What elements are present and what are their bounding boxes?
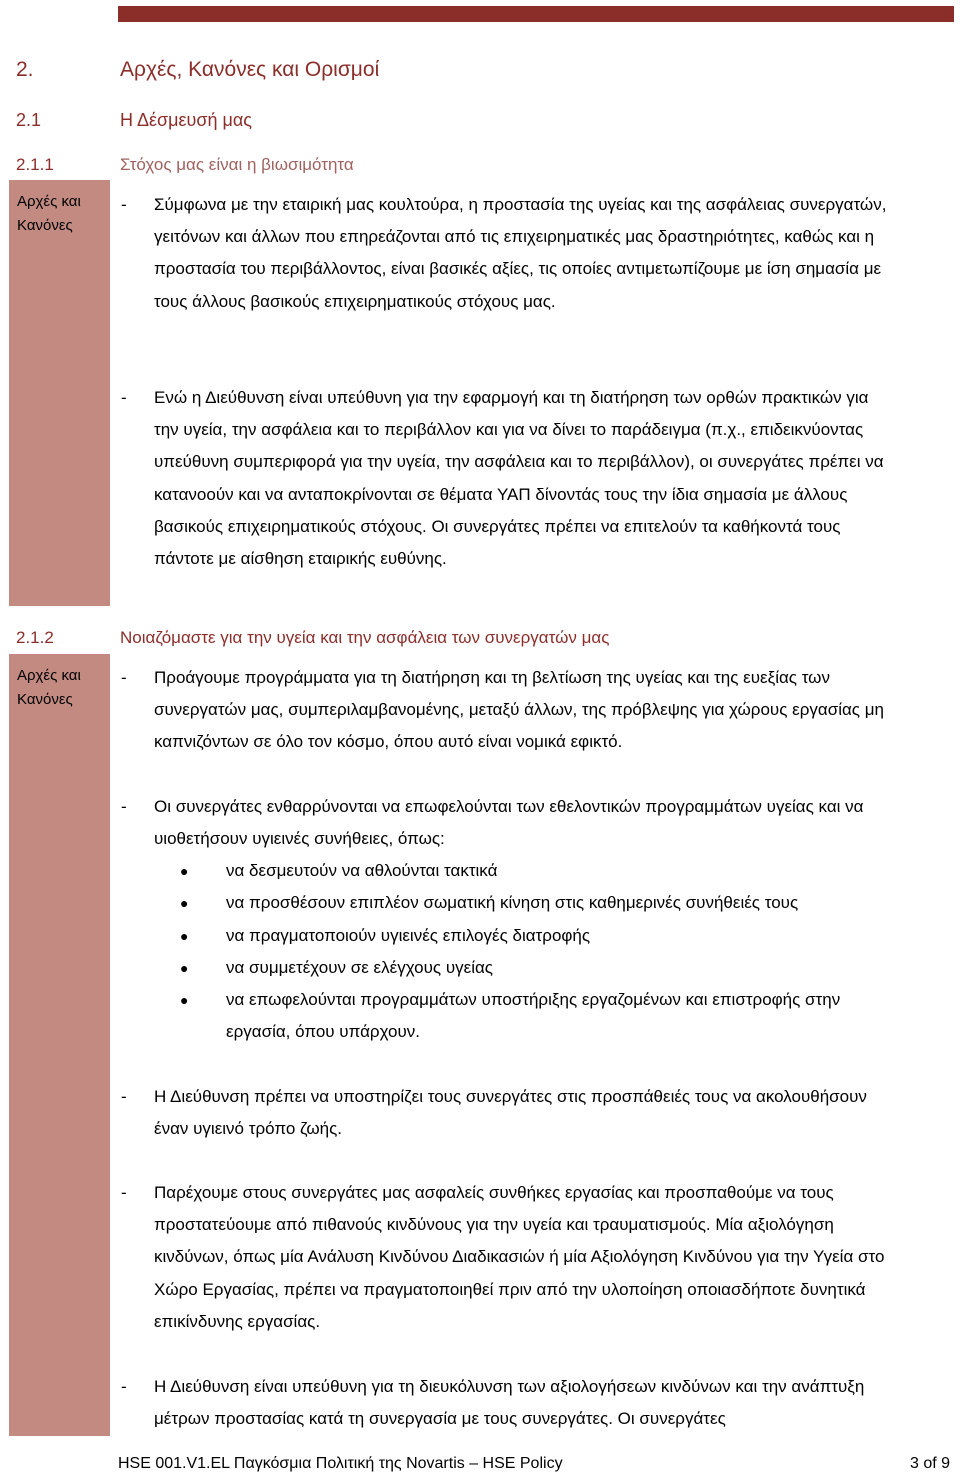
- topic2-item-1: Προάγουμε προγράμματα για τη διατήρηση και τη βελτίωση της υγείας και της ευεξίας των συνεργατών μας, συμπεριλαμβανομένης, μεταξύ άλλων, της πρόβλεψης για χώρους εργασίας μη καπνιζόντων σε όλο τον κόσμο, όπου αυτό είναι νομικά εφικτό.: [154, 668, 884, 752]
- sidebar-label: Αρχές και Κανόνες: [17, 193, 81, 234]
- subsection-number: 2.1: [16, 110, 42, 130]
- bullet-icon: ●: [180, 895, 189, 911]
- bullet-item: να επωφελούνται προγραμμάτων υποστήριξης εργαζομένων και επιστροφής στην εργασία, όπου υπάρχουν.: [226, 990, 841, 1042]
- dash-marker: -: [121, 1087, 127, 1106]
- topic2-number: 2.1.2: [16, 628, 54, 647]
- subsection-heading: [16, 110, 616, 134]
- topic2-title: Νοιαζόμαστε για την υγεία και την ασφάλεια των συνεργατών μας: [120, 628, 610, 647]
- bullet-icon: ●: [180, 863, 189, 879]
- bullet-icon: ●: [180, 928, 189, 944]
- dash-marker: -: [121, 1183, 127, 1202]
- subsection-title: Η Δέσμευσή μας: [120, 110, 252, 130]
- section-heading: [16, 58, 616, 86]
- bullet-item: να συμμετέχουν σε ελέγχους υγείας: [226, 958, 494, 977]
- bullet-icon: ●: [180, 992, 189, 1008]
- dash-marker: -: [121, 388, 127, 407]
- dash-marker: -: [121, 1377, 127, 1396]
- topic2-item-3: Η Διεύθυνση πρέπει να υποστηρίζει τους συνεργάτες στις προσπάθειές τους να ακολουθήσουν έναν υγιεινό τρόπο ζωής.: [154, 1087, 867, 1139]
- header-bar: [118, 6, 954, 22]
- topic1-item-2: Ενώ η Διεύθυνση είναι υπεύθυνη για την εφαρμογή και τη διατήρηση των ορθών πρακτικών για την υγεία, την ασφάλεια και το περιβάλλον και για να δίνει το παράδειγμα (π.χ., επιδεικνύοντας υπεύθυνη συμπεριφορά για την υγεία, την ασφάλεια και το περιβάλλον), οι συνεργάτες πρέπει να κατανοούν και να ανταποκρίνονται σε θέματα ΥΑΠ δίνοντάς τους την ίδια σημασία με άλλους βασικούς επιχειρηματικούς στόχους. Οι συνεργάτες πρέπει να επιτελούν τα καθήκοντά τους πάντοτε με αίσθηση εταιρικής ευθύνης.: [154, 388, 884, 569]
- topic1-heading: [16, 155, 816, 179]
- dash-marker: -: [121, 668, 127, 687]
- topic2-item-2: Οι συνεργάτες ενθαρρύνονται να επωφελούνται των εθελοντικών προγραμμάτων υγείας και να υιοθετήσουν υγιεινές συνήθειες, όπως:: [154, 797, 864, 849]
- footer-page-number: 3 of 9: [909, 1455, 950, 1472]
- topic1-title: Στόχος μας είναι η βιωσιμότητα: [120, 155, 354, 174]
- topic1-item-1: Σύμφωνα με την εταιρική μας κουλτούρα, η προστασία της υγείας και της ασφάλειας συνεργατών, γειτόνων και άλλων που επηρεάζονται από τις επιχειρηματικές μας δραστηριότητες, καθώς και η προστασία του περιβάλλοντος, είναι βασικές αξίες, τις οποίες αντιμετωπίζουμε με ίση σημασία με τους άλλους βασικούς επιχειρηματικούς στόχους μας.: [154, 195, 887, 311]
- bullet-item: να προσθέσουν επιπλέον σωματική κίνηση στις καθημερινές συνήθειές τους: [226, 893, 799, 912]
- sidebar-label: Αρχές και Κανόνες: [17, 667, 81, 708]
- bullet-item: να πραγματοποιούν υγιεινές επιλογές διατροφής: [226, 926, 591, 945]
- topic2-item-5: Η Διεύθυνση είναι υπεύθυνη για τη διευκόλυνση των αξιολογήσεων κινδύνων και την ανάπτυξη μέτρων προστασίας κατά τη συνεργασία με τους συνεργάτες. Οι συνεργάτες: [154, 1377, 865, 1429]
- footer-document-title: HSE 001.V1.EL Παγκόσμια Πολιτική της Novartis – HSE Policy: [118, 1455, 563, 1472]
- bullet-item: να δεσμευτούν να αθλούνται τακτικά: [226, 861, 498, 880]
- bullet-icon: ●: [180, 960, 189, 976]
- dash-marker: -: [121, 195, 127, 214]
- topic2-heading: [16, 628, 816, 652]
- dash-marker: -: [121, 797, 127, 816]
- sidebar-principles-2: [9, 654, 110, 1436]
- section-title: Αρχές, Κανόνες και Ορισμοί: [120, 58, 380, 81]
- section-number: 2.: [16, 58, 34, 81]
- topic2-item-4: Παρέχουμε στους συνεργάτες μας ασφαλείς συνθήκες εργασίας και προσπαθούμε να τους προστατεύουμε από πιθανούς κινδύνους για την υγεία και τραυματισμούς. Μία αξιολόγηση κινδύνων, όπως μία Ανάλυση Κινδύνου Διαδικασιών ή μία Αξιολόγηση Κινδύνου για την Υγεία στο Χώρο Εργασίας, πρέπει να πραγματοποιηθεί πριν από την υλοποίηση οποιασδήποτε δυνητικά επικίνδυνης εργασίας.: [154, 1183, 885, 1331]
- sidebar-principles-1: [9, 180, 110, 606]
- topic1-number: 2.1.1: [16, 155, 54, 174]
